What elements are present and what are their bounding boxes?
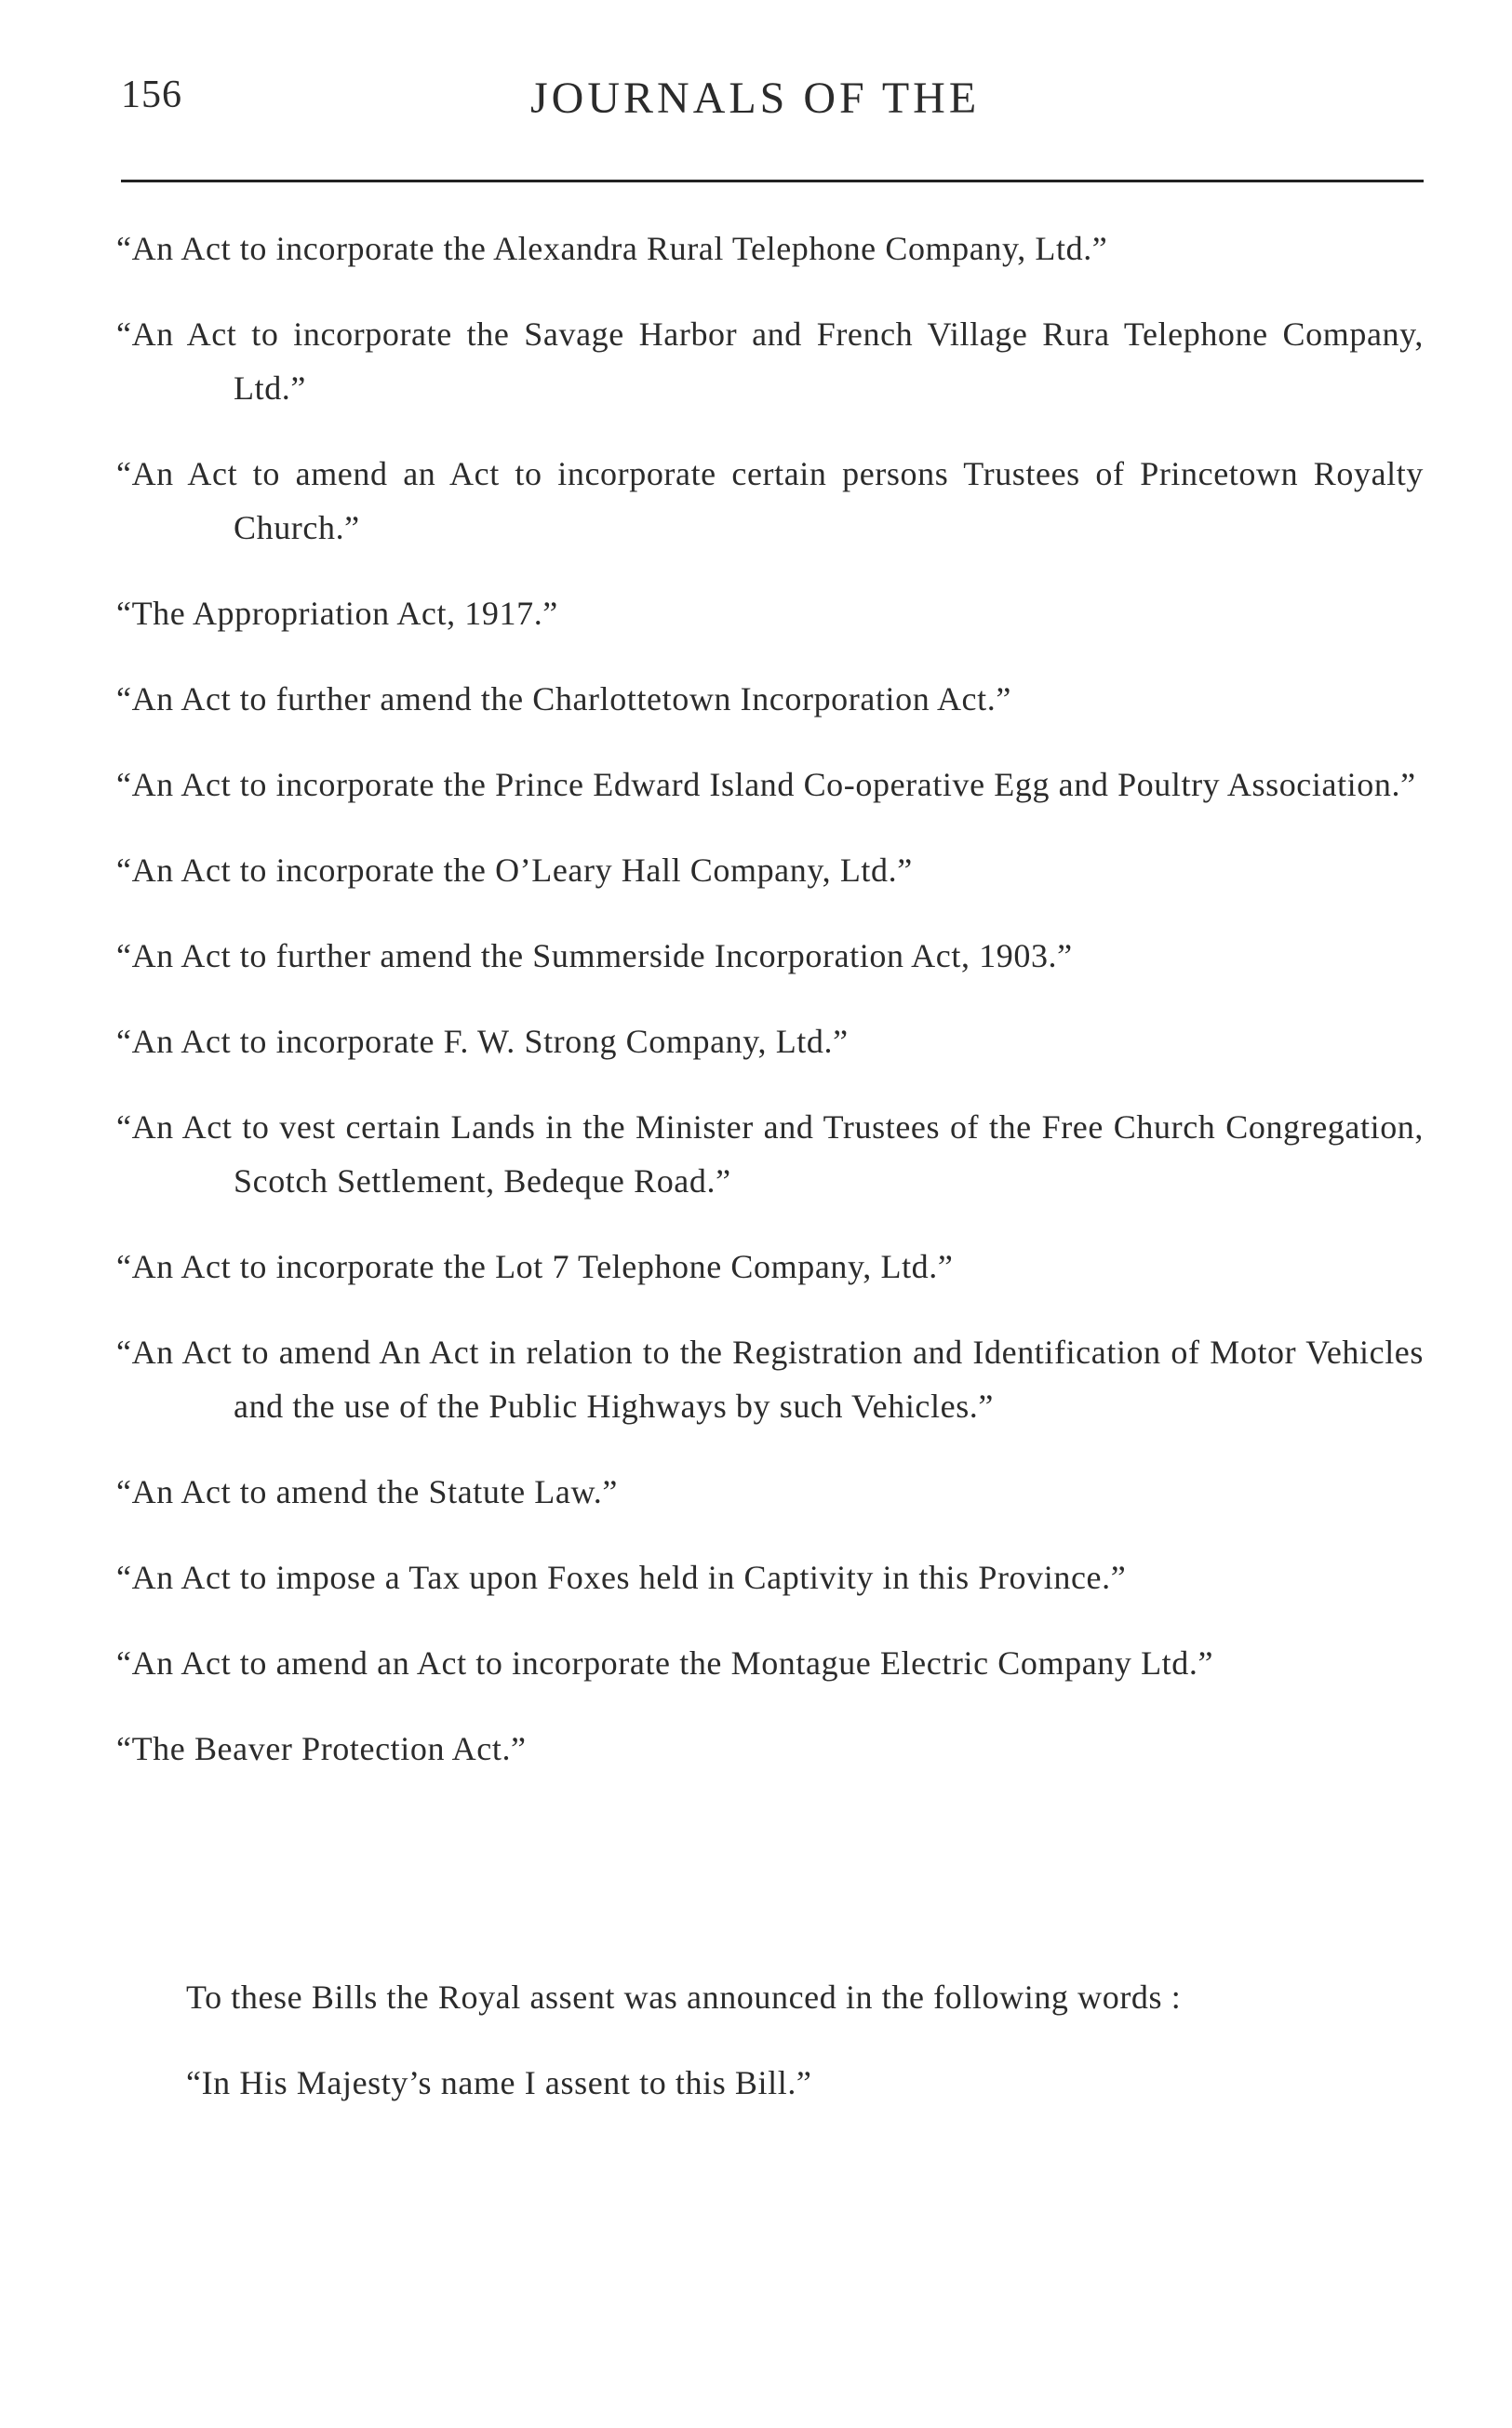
bill-list <box>116 221 1424 1807</box>
journal-title: JOURNALS OF THE <box>530 74 981 123</box>
page-number: 156 <box>121 74 182 116</box>
header-rule <box>121 180 1424 182</box>
bill-entry: “An Act to incorporate the Savage Harbor and French Village Rura Telephone Company, Ltd.” <box>116 315 1424 407</box>
bill-entry: “An Act to vest certain Lands in the Minister and Trustees of the Free Church Congregation, Scotch Settlement, Bedeque Road.” <box>116 1108 1424 1200</box>
bill-entry: “An Act to further amend the Charlottetown Incorporation Act.” <box>116 680 1011 718</box>
assent-words: “In His Majesty’s name I assent to this Bill.” <box>186 2064 812 2101</box>
bill-entry: “An Act to impose a Tax upon Foxes held in Captivity in this Province.” <box>116 1559 1127 1596</box>
bill-entry: “An Act to amend the Statute Law.” <box>116 1473 618 1510</box>
assent-section <box>186 1970 1424 2141</box>
bill-entry: “An Act to amend an Act to incorporate the Montague Electric Company Ltd.” <box>116 1644 1214 1682</box>
bill-entry: “An Act to amend An Act in relation to the Registration and Identification of Motor Vehicles and the use of the Public Highways by such Vehicles.” <box>116 1334 1424 1425</box>
bill-entry: “An Act to incorporate the Alexandra Rural Telephone Company, Ltd.” <box>116 230 1108 267</box>
bill-entry: “An Act to incorporate the O’Leary Hall Company, Ltd.” <box>116 852 913 889</box>
bill-entry: “The Appropriation Act, 1917.” <box>116 595 558 632</box>
bill-entry: “An Act to incorporate the Lot 7 Telephone Company, Ltd.” <box>116 1248 954 1285</box>
bill-entry: “An Act to amend an Act to incorporate certain persons Trustees of Princetown Royalty Church.” <box>116 455 1424 546</box>
bill-entry: “An Act to incorporate the Prince Edward Island Co-operative Egg and Poultry Association.” <box>116 766 1416 803</box>
bill-entry: “An Act to further amend the Summerside Incorporation Act, 1903.” <box>116 937 1073 974</box>
assent-intro: To these Bills the Royal assent was announced in the following words : <box>186 1979 1182 2016</box>
bill-entry: “An Act to incorporate F. W. Strong Company, Ltd.” <box>116 1023 849 1060</box>
running-head <box>121 73 1424 128</box>
bill-entry: “The Beaver Protection Act.” <box>116 1730 527 1767</box>
